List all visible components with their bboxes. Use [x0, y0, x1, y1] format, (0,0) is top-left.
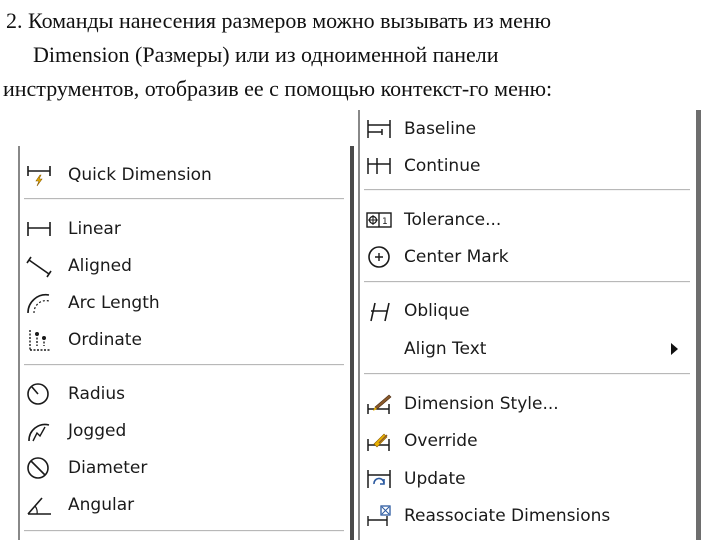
menu-item-continue[interactable] — [364, 151, 688, 181]
radius-icon — [24, 381, 54, 407]
menu-item-label: Angular — [68, 495, 135, 515]
dimension-menu-right — [358, 110, 696, 540]
menu-separator — [364, 373, 690, 375]
menu-item-label: Continue — [404, 156, 481, 176]
menu-item-diameter[interactable] — [24, 453, 342, 483]
menu-item-tolerance[interactable] — [364, 205, 688, 235]
intro-text — [3, 4, 718, 106]
menu-item-label: Update — [404, 469, 466, 489]
svg-text:1: 1 — [382, 217, 388, 227]
menu-item-label: Jogged — [68, 421, 127, 441]
intro-line-3: инструментов, отобразив ее с помощью контекст-го меню: — [3, 76, 553, 101]
menu-item-align-text[interactable] — [364, 334, 688, 364]
menu-item-label: Align Text — [404, 339, 487, 359]
menu-item-baseline[interactable] — [364, 114, 688, 144]
menu-separator — [24, 364, 344, 366]
continue-icon — [364, 153, 394, 179]
tolerance-icon — [364, 207, 394, 233]
menu-item-label: Quick Dimension — [68, 165, 212, 185]
intro-line-2: Dimension (Размеры) или из одноименной панели — [33, 42, 499, 67]
menu-item-label: Diameter — [68, 458, 148, 478]
menu-separator — [364, 189, 690, 191]
menu-item-jogged[interactable] — [24, 416, 342, 446]
menu-item-reassociate-dimensions[interactable] — [364, 501, 688, 531]
menu-item-label: Baseline — [404, 119, 477, 139]
intro-line-1: 2. Команды нанесения размеров можно вызывать из меню — [6, 8, 552, 33]
menu-item-ordinate[interactable] — [24, 325, 342, 355]
menu-item-update[interactable] — [364, 464, 688, 494]
menu-item-oblique[interactable] — [364, 296, 688, 326]
jogged-icon — [24, 418, 54, 444]
menu-item-quick-dimension[interactable] — [24, 160, 342, 190]
dimension-menu-left — [18, 146, 350, 540]
aligned-icon — [24, 253, 54, 279]
menu-item-arc-length[interactable] — [24, 288, 342, 318]
menu-item-label: Aligned — [68, 256, 132, 276]
align-text-blank-icon — [364, 336, 394, 362]
menu-item-label: Arc Length — [68, 293, 160, 313]
menu-item-angular[interactable] — [24, 490, 342, 520]
menu-item-dimension-style[interactable] — [364, 389, 688, 419]
linear-icon — [24, 216, 54, 242]
arc-length-icon — [24, 290, 54, 316]
menu-item-label: Ordinate — [68, 330, 142, 350]
menu-separator — [24, 198, 344, 200]
menu-item-label: Reassociate Dimensions — [404, 506, 611, 526]
reassociate-dimensions-icon — [364, 503, 394, 529]
menu-item-linear[interactable] — [24, 214, 342, 244]
menu-item-label: Override — [404, 431, 478, 451]
menu-item-aligned[interactable] — [24, 251, 342, 281]
menu-item-center-mark[interactable] — [364, 242, 688, 272]
center-mark-icon — [364, 244, 394, 270]
override-icon — [364, 428, 394, 454]
dimension-style-icon — [364, 391, 394, 417]
menu-separator — [24, 530, 344, 532]
angular-icon — [24, 492, 54, 518]
menu-item-override[interactable] — [364, 426, 688, 456]
update-icon — [364, 466, 394, 492]
menu-item-label: Dimension Style... — [404, 394, 559, 414]
baseline-icon — [364, 116, 394, 142]
oblique-icon — [364, 298, 394, 324]
menu-item-label: Oblique — [404, 301, 470, 321]
submenu-arrow-icon — [671, 343, 678, 355]
menu-item-label: Linear — [68, 219, 121, 239]
menu-separator — [364, 281, 690, 283]
menu-item-label: Tolerance... — [404, 210, 502, 230]
diameter-icon — [24, 455, 54, 481]
menu-item-label: Radius — [68, 384, 126, 404]
menu-item-label: Center Mark — [404, 247, 509, 267]
ordinate-icon — [24, 327, 54, 353]
quick-dimension-icon — [24, 162, 54, 188]
menu-item-radius[interactable] — [24, 379, 342, 409]
